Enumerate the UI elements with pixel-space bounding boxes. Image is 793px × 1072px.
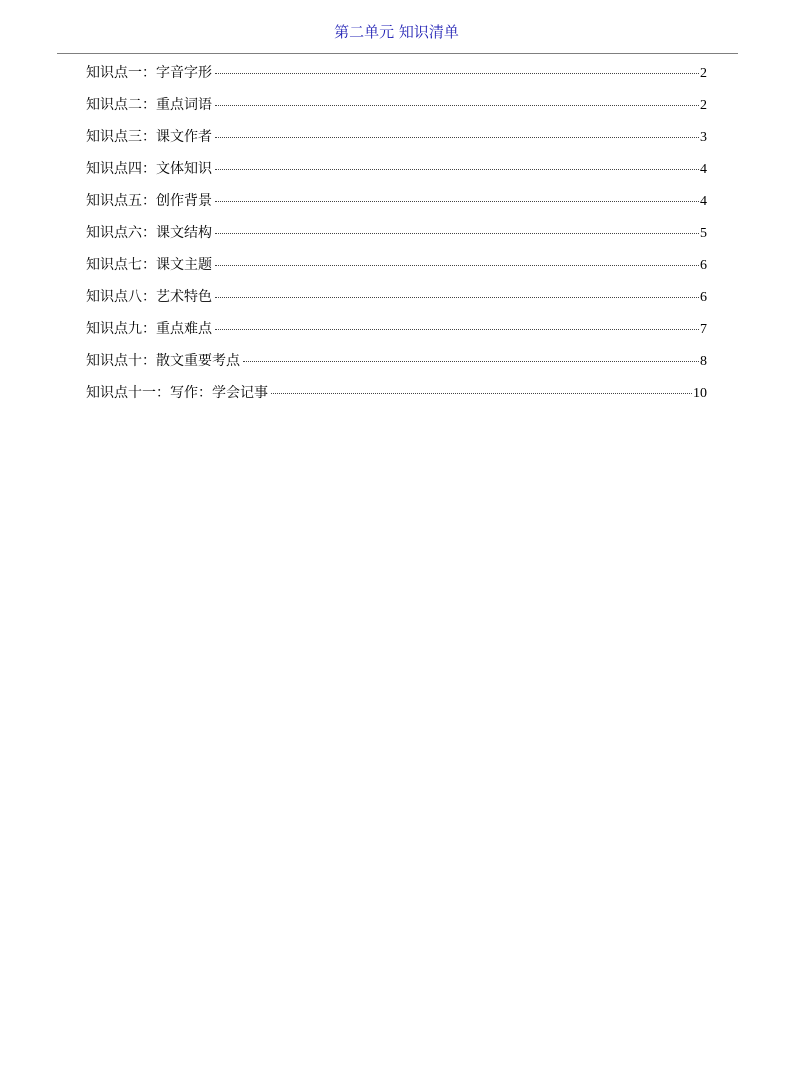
toc-page-number: 3 (700, 130, 707, 145)
toc-dot-leader (215, 233, 699, 234)
toc-page-number: 7 (700, 322, 707, 337)
toc-entry[interactable] (86, 252, 707, 284)
toc-entry-label: 知识点六：课文结构 (86, 225, 212, 241)
toc-entry[interactable] (86, 156, 707, 188)
toc-entry[interactable] (86, 92, 707, 124)
toc-page-number: 5 (700, 226, 707, 241)
toc-page-number: 8 (700, 354, 707, 369)
toc-entry-label: 知识点十一：写作：学会记事 (86, 385, 268, 401)
toc-dot-leader (215, 329, 699, 330)
toc-page-number: 6 (700, 258, 707, 273)
toc-entry-label: 知识点五：创作背景 (86, 193, 212, 209)
toc-dot-leader (215, 105, 699, 106)
toc-entry-label: 知识点八：艺术特色 (86, 289, 212, 305)
toc-dot-leader (215, 169, 699, 170)
page-header (0, 22, 793, 42)
toc-entry[interactable] (86, 124, 707, 156)
toc-entry[interactable] (86, 316, 707, 348)
toc-entry[interactable] (86, 380, 707, 412)
toc-entry-label: 知识点十：散文重要考点 (86, 353, 240, 369)
toc-entry[interactable] (86, 188, 707, 220)
toc-page-number: 2 (700, 66, 707, 81)
toc-dot-leader (215, 137, 699, 138)
toc-dot-leader (243, 361, 699, 362)
table-of-contents (86, 60, 707, 412)
toc-entry[interactable] (86, 284, 707, 316)
toc-page-number: 4 (700, 194, 707, 209)
toc-entry-label: 知识点四：文体知识 (86, 161, 212, 177)
toc-dot-leader (215, 201, 699, 202)
toc-entry-label: 知识点二：重点词语 (86, 97, 212, 113)
toc-dot-leader (215, 265, 699, 266)
header-divider (57, 53, 738, 54)
toc-entry-label: 知识点七：课文主题 (86, 257, 212, 273)
toc-page-number: 4 (700, 162, 707, 177)
toc-dot-leader (271, 393, 692, 394)
toc-entry[interactable] (86, 60, 707, 92)
toc-entry-label: 知识点一：字音字形 (86, 65, 212, 81)
toc-entry[interactable] (86, 348, 707, 380)
toc-dot-leader (215, 297, 699, 298)
toc-page-number: 6 (700, 290, 707, 305)
toc-page-number: 10 (693, 386, 707, 401)
toc-entry[interactable] (86, 220, 707, 252)
page-title: 第二单元 知识清单 (334, 23, 459, 41)
toc-entry-label: 知识点三：课文作者 (86, 129, 212, 145)
toc-page-number: 2 (700, 98, 707, 113)
toc-entry-label: 知识点九：重点难点 (86, 321, 212, 337)
toc-dot-leader (215, 73, 699, 74)
